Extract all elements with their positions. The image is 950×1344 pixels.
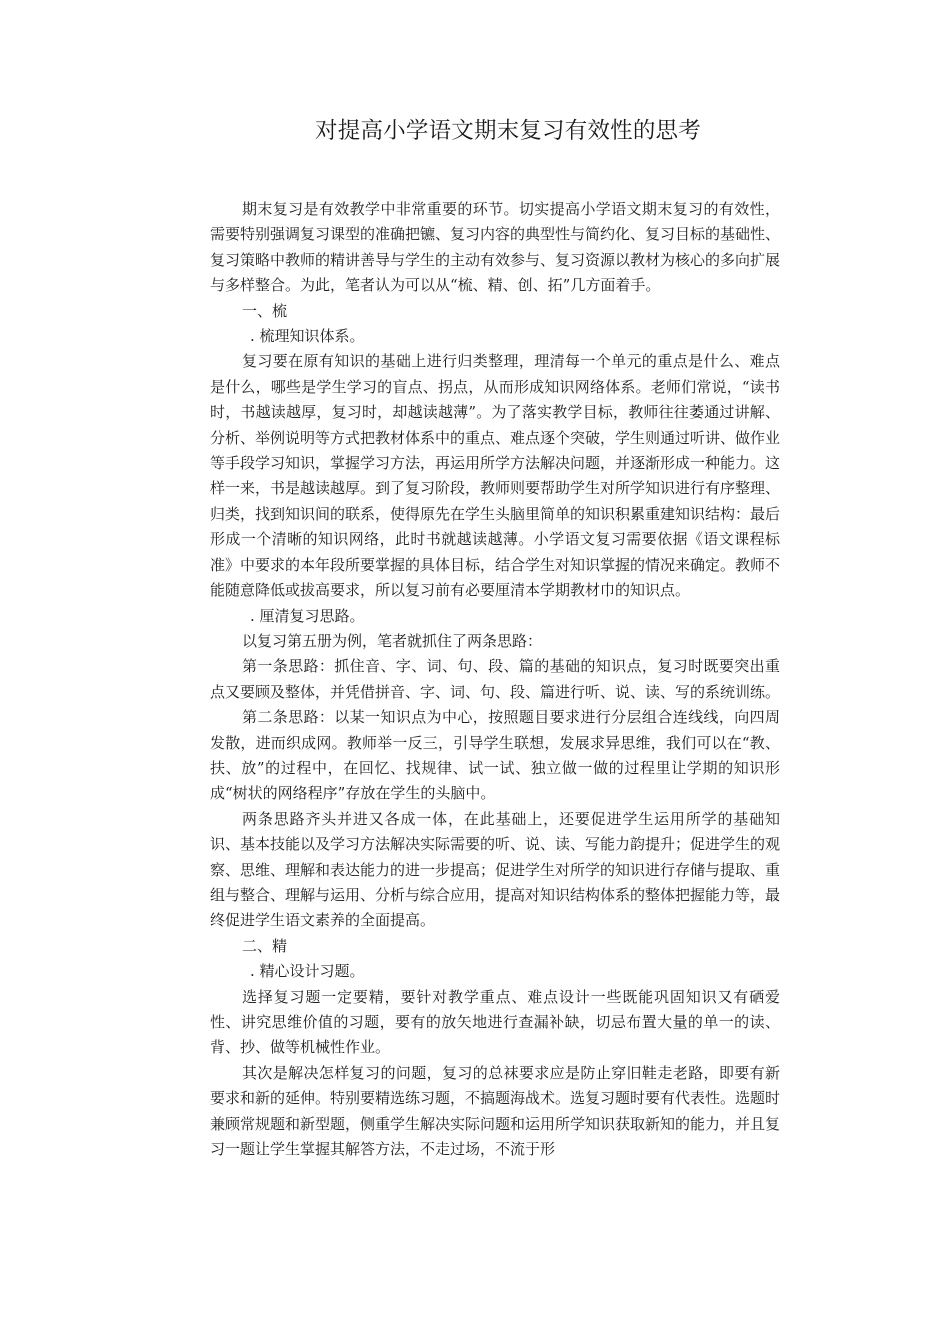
document-title: 对提高小学语文期末复习有效性的思考 bbox=[315, 118, 701, 144]
paragraph: 两条思路齐头并进又各成一体，在此基础上，还要促进学生运用所学的基础知识、基本技能以及学习方法解决实际需要的听、说、读、写能力韵提升；促进学生的观察、思维、理解和表达能力的进一步提高；促进学生对所学的知识进行存储与提取、重组与整合、理解与运用、分析与综合应用，提高对知识结构体系的整体把握能力等，最终促进学生语文素养的全面提高。 bbox=[210, 809, 781, 930]
paragraph: 其次是解决怎样复习的问题，复习的总袜要求应是防止穿旧鞋走老路，即要有新要求和新的延伸。特别要精选练习题，不搞题海战术。选复习题时要有代表性。选题时兼顾常规题和新型题，侧重学生解决实际问题和运用所学知识获取新知的能力，并且复习一题让学生掌握其解答方法，不走过场，不流于形 bbox=[210, 1063, 781, 1159]
subsection-heading: . 厘清复习思路。 bbox=[250, 606, 365, 625]
subsection-heading: . 精心设计习题。 bbox=[250, 962, 365, 981]
paragraph: 复习要在原有知识的基础上进行归类整理，理清每一个单元的重点是什么、难点是什么，哪些是学生学习的盲点、拐点，从而形成知识网络体系。老师们常说，“读书时，书越读越厚，复习时，却越读越薄”。为了落实教学目标，教师往往萎通过讲解、分析、举例说明等方式把教材体系中的重点、难点逐个突破，学生则通过听讲、做作业等手段学习知识，掌握学习方法，再运用所学方法解决问题，并逐渐形成一种能力。这样一来，书是越读越厚。到了复习阶段，教师则要帮助学生对所学知识进行有序整理、归类，找到知识间的联系，使得原先在学生头脑里简单的知识积累重建知识结构：最后形成一个清晰的知识网络，此时书就越读越薄。小学语文复习需要依据《语文课程标准》中要求的本年段所要掌握的具体目标，结合学生对知识掌握的情况来确定。教师不能随意降低或拔高要求，所以复习前有必要厘清本学期教材巾的知识点。 bbox=[210, 352, 781, 600]
paragraph: 第二条思路：以某一知识点为中心，按照题目要求进行分层组合连线线，向四周发散，进而织成网。教师举一反三，引导学生联想，发展求异思维，我们可以在“教、扶、放”的过程中，在回忆、找规律、试一试、独立做一做的过程里让学期的知识形成“树状的网络程序”存放在学生的头脑中。 bbox=[210, 708, 780, 803]
paragraph: 第一条思路：抓住音、字、词、句、段、篇的基础的知识点，复习时既要突出重点又要顾及整体，并凭借拼音、字、词、句、段、篇进行听、说、读、写的系统训练。 bbox=[210, 657, 781, 701]
section-heading: 二、精 bbox=[242, 936, 288, 955]
paragraph: 期末复习是有效教学中非常重要的环节。切实提高小学语文期末复习的有效性，需要特别强调复习课型的准确把镳、复习内容的典型性与简约化、复习目标的基础性、复习策略中教师的精讲善导与学生的主动有效参与、复习资源以教材为核心的多向扩展与多样整合。为此，笔者认为可以从“梳、精、创、拓”几方面着手。 bbox=[210, 200, 781, 295]
paragraph: 以复习第五册为例，笔者就抓住了两条思路： bbox=[242, 631, 543, 650]
paragraph: 选择复习题一定要精，要针对教学重点、难点设计一些既能巩固知识又有硒爱性、讲究思维价值的习题，要有的放矢地进行查漏补缺，切忌布置大量的单一的读、背、抄、做等机械性作业。 bbox=[210, 987, 780, 1057]
document-body bbox=[210, 197, 780, 1162]
subsection-heading: . 梳理知识体系。 bbox=[250, 327, 365, 346]
section-heading: 一、梳 bbox=[242, 301, 288, 320]
